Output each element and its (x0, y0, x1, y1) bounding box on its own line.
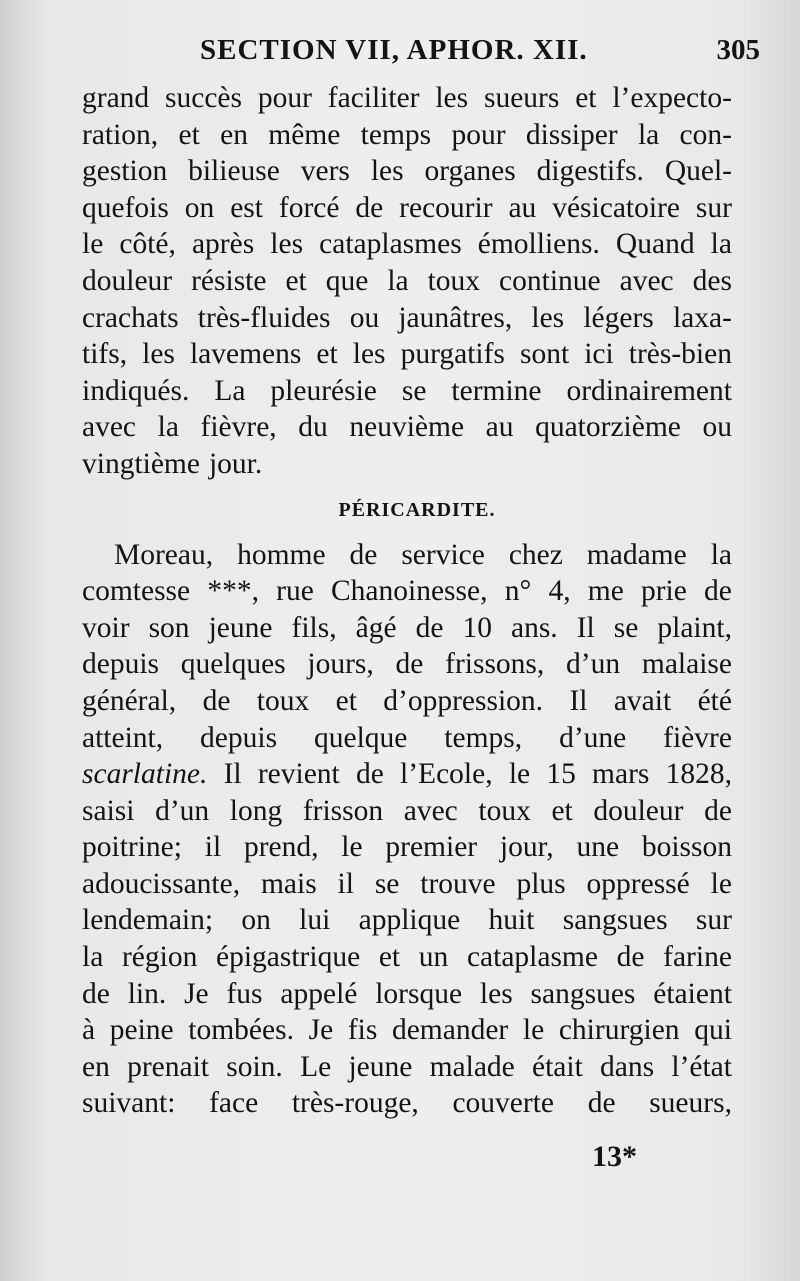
text-line: général, de toux et d’oppression. Il avait été (82, 684, 732, 717)
text-line: adoucissante, mais il se trouve plus oppressé le (82, 867, 732, 900)
text-line: douleur résiste et que la toux continue avec des (82, 264, 732, 297)
text-line: la région épigastrique et un cataplasme de farine (82, 941, 732, 974)
signature-mark: 13* (592, 1140, 637, 1173)
text-line: en prenait soin. Le jeune malade était dans l’état (82, 1050, 732, 1083)
text-line: poitrine; il prend, le premier jour, une boisson (82, 831, 732, 864)
page-body (82, 80, 732, 1122)
page-header (90, 32, 760, 76)
page-number: 305 (716, 34, 760, 66)
text-line: gestion bilieuse vers les organes digestifs. Quel- (82, 155, 732, 188)
running-head: SECTION VII, APHOR. XII. (200, 34, 588, 66)
paragraph-pleuresie (82, 80, 732, 483)
text-line: Moreau, homme de service chez madame la (114, 538, 732, 571)
text-line: voir son jeune fils, âgé de 10 ans. Il se plaint, (82, 611, 732, 644)
text-line: quefois on est forcé de recourir au vésicatoire sur (82, 191, 732, 224)
text-line: scarlatine. Il revient de l’Ecole, le 15 mars 1828, (82, 758, 732, 791)
text-line: saisi d’un long frisson avec toux et douleur de (82, 794, 732, 827)
text-line: tifs, les lavemens et les purgatifs sont ici très-bien (82, 338, 732, 371)
text-line: vingtième jour. (82, 447, 263, 480)
text-line: depuis quelques jours, de frissons, d’un malaise (82, 648, 732, 681)
paragraph-pericardite (82, 537, 732, 1123)
text-line: avec la fièvre, du neuvième au quatorzième ou (82, 411, 732, 444)
section-heading: PÉRICARDITE. (338, 498, 496, 521)
text-line: ration, et en même temps pour dissiper la con- (82, 118, 732, 151)
text-line: suivant: face très-rouge, couverte de sueurs, (82, 1087, 732, 1120)
text-line: à peine tombées. Je fis demander le chirurgien qui (82, 1014, 732, 1047)
text-line: atteint, depuis quelque temps, d’une fièvre (82, 721, 732, 754)
text-line: indiqués. La pleurésie se termine ordinairement (82, 374, 732, 407)
text-line: grand succès pour faciliter les sueurs et l’expecto- (82, 82, 732, 114)
text-line: crachats très-fluides ou jaunâtres, les légers laxa- (82, 301, 732, 334)
text-line: de lin. Je fus appelé lorsque les sangsues étaient (82, 977, 732, 1010)
text-line: le côté, après les cataplasmes émolliens. Quand la (82, 228, 732, 261)
text-line: comtesse ***, rue Chanoinesse, n° 4, me prie de (82, 575, 732, 608)
text-line: lendemain; on lui applique huit sangsues sur (82, 904, 732, 937)
